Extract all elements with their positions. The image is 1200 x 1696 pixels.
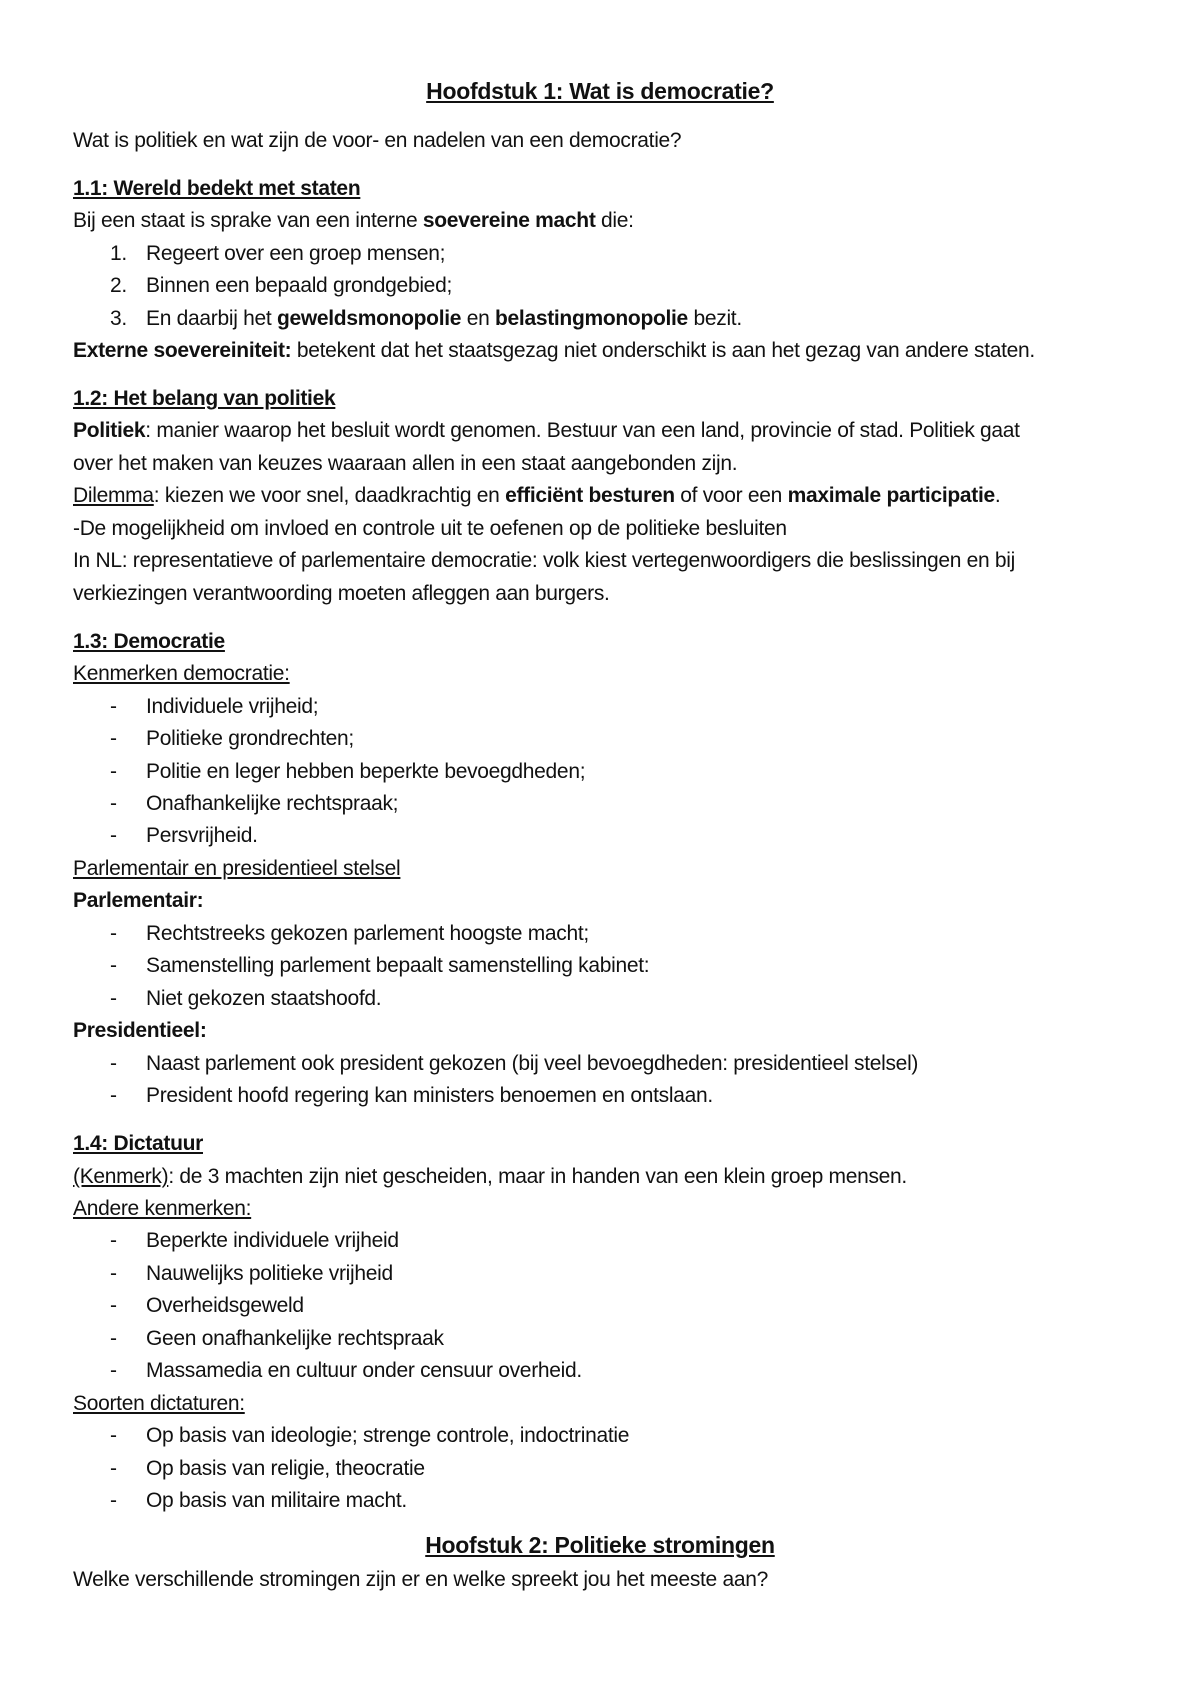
list-item: - Beperkte individuele vrijheid	[110, 1229, 399, 1252]
andere-kenmerken-label: Andere kenmerken:	[73, 1197, 252, 1220]
mogelijkheid-line: -De mogelijkheid om invloed en controle uit te oefenen op de politieke besluiten	[73, 517, 787, 540]
dictatuur-kenmerk: (Kenmerk): de 3 machten zijn niet gescheiden, maar in handen van een klein groep mensen.	[73, 1165, 907, 1188]
externe-soevereiniteit: Externe soevereiniteit: betekent dat het staatsgezag niet onderschikt is aan het gezag van andere staten.	[73, 339, 1035, 362]
parlementair-label: Parlementair:	[73, 889, 204, 912]
list-item: - Onafhankelijke rechtspraak;	[110, 792, 399, 815]
chapter-2-question: Welke verschillende stromingen zijn er en welke spreekt jou het meeste aan?	[73, 1568, 768, 1591]
politiek-definition: Politiek: manier waarop het besluit wordt genomen. Bestuur van een land, provincie of stad. Politiek gaat	[73, 419, 1020, 442]
list-item: 1. Regeert over een groep mensen;	[110, 242, 446, 265]
dilemma: Dilemma: kiezen we voor snel, daadkrachtig en efficiënt besturen of voor een maximale participatie.	[73, 484, 1001, 507]
list-item: - Op basis van religie, theocratie	[110, 1457, 425, 1480]
chapter-1-question: Wat is politiek en wat zijn de voor- en nadelen van een democratie?	[73, 129, 682, 152]
section-1-1-heading: 1.1: Wereld bedekt met staten	[73, 177, 361, 200]
list-item: - Nauwelijks politieke vrijheid	[110, 1262, 393, 1285]
chapter-1-title: Hoofdstuk 1: Wat is democratie?	[426, 78, 774, 104]
list-item: - Massamedia en cultuur onder censuur overheid.	[110, 1359, 582, 1382]
kenmerken-label: Kenmerken democratie:	[73, 662, 290, 685]
nl-democratie-cont: verkiezingen verantwoording moeten afleggen aan burgers.	[73, 582, 610, 605]
politiek-definition-cont: over het maken van keuzes waaraan allen in een staat aangebonden zijn.	[73, 452, 738, 475]
presidentieel-label: Presidentieel:	[73, 1019, 207, 1042]
list-item: - Geen onafhankelijke rechtspraak	[110, 1327, 444, 1350]
section-1-2-heading: 1.2: Het belang van politiek	[73, 387, 336, 410]
list-item: 3. En daarbij het geweldsmonopolie en belastingmonopolie bezit.	[110, 307, 742, 330]
list-item: - Op basis van militaire macht.	[110, 1489, 407, 1512]
section-1-1-intro: Bij een staat is sprake van een interne soevereine macht die:	[73, 209, 634, 232]
list-item: - Individuele vrijheid;	[110, 695, 319, 718]
list-item: - Niet gekozen staatshoofd.	[110, 987, 382, 1010]
list-item: - Naast parlement ook president gekozen (bij veel bevoegdheden: presidentieel stelsel)	[110, 1052, 919, 1075]
section-1-3-heading: 1.3: Democratie	[73, 630, 225, 653]
nl-democratie: In NL: representatieve of parlementaire democratie: volk kiest vertegenwoordigers die beslissingen en bij	[73, 549, 1016, 572]
stelsel-label: Parlementair en presidentieel stelsel	[73, 857, 401, 880]
soorten-label: Soorten dictaturen:	[73, 1392, 245, 1415]
list-item: - President hoofd regering kan ministers benoemen en ontslaan.	[110, 1084, 713, 1107]
list-item: - Rechtstreeks gekozen parlement hoogste macht;	[110, 922, 589, 945]
list-item: - Politie en leger hebben beperkte bevoegdheden;	[110, 760, 586, 783]
list-item: - Politieke grondrechten;	[110, 727, 354, 750]
list-item: 2. Binnen een bepaald grondgebied;	[110, 274, 452, 297]
list-item: - Samenstelling parlement bepaalt samenstelling kabinet:	[110, 954, 650, 977]
section-1-4-heading: 1.4: Dictatuur	[73, 1132, 203, 1155]
list-item: - Persvrijheid.	[110, 824, 258, 847]
list-item: - Op basis van ideologie; strenge controle, indoctrinatie	[110, 1424, 630, 1447]
chapter-2-title: Hoofstuk 2: Politieke stromingen	[425, 1532, 775, 1558]
list-item: - Overheidsgeweld	[110, 1294, 304, 1317]
